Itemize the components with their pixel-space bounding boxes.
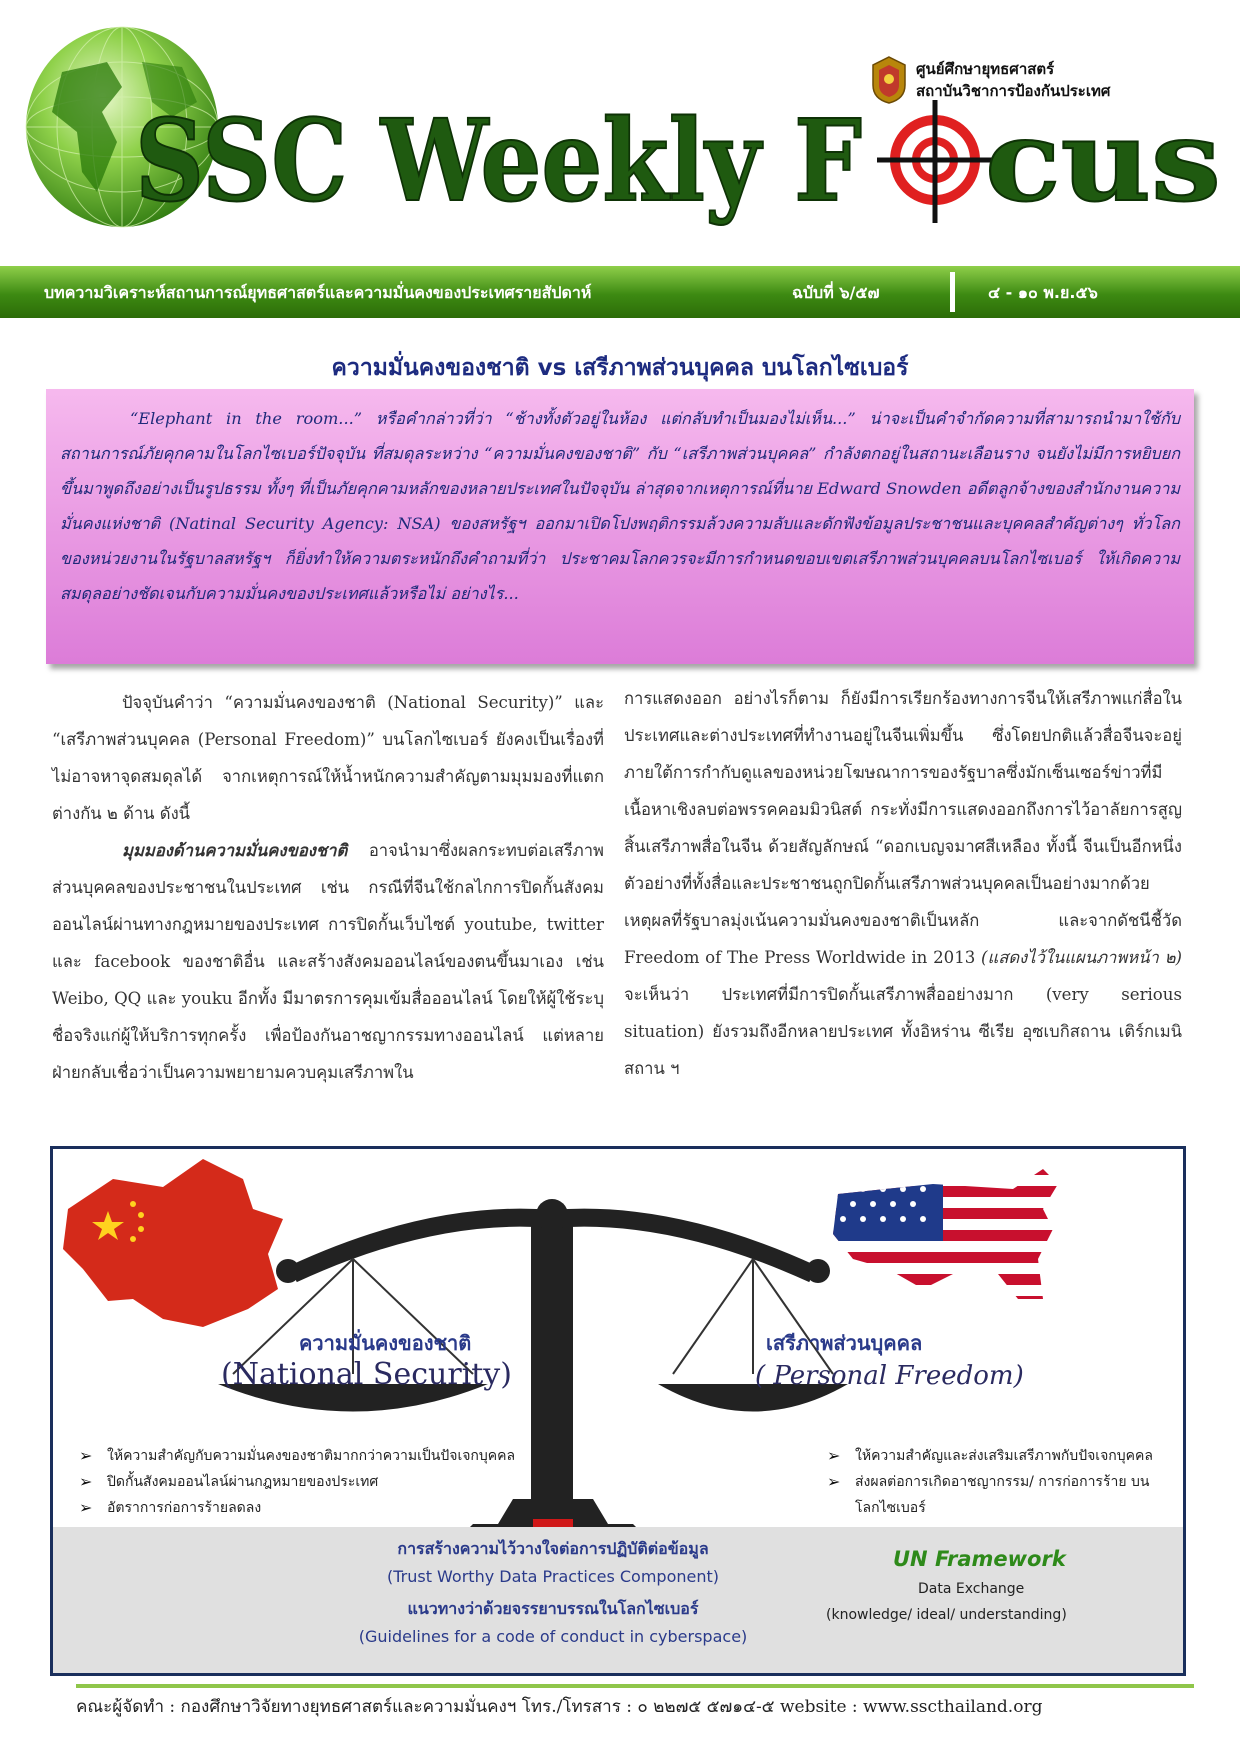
arrow-bullet-icon: ➢ — [827, 1446, 841, 1465]
china-map-icon — [63, 1159, 283, 1327]
framework-line-4: (Guidelines for a code of conduct in cyberspace) — [358, 1627, 748, 1646]
band-subtitle: บทความวิเคราะห์สถานการณ์ยุทธศาสตร์และความมั่นคงของประเทศรายสัปดาห์ — [44, 283, 592, 302]
un-framework-detail: (knowledge/ ideal/ understanding) — [826, 1607, 1067, 1623]
list-item: ➢ ปิดกั้นสังคมออนไลน์ผ่านกฎหมายของประเทศ — [79, 1469, 515, 1495]
viewpoint-heading: มุมมองด้านความมั่นคงของชาติ — [122, 840, 348, 860]
org-name: ศูนย์ศึกษายุทธศาสตร์ — [916, 60, 1055, 78]
issue-number: ฉบับที่ ๖/๕๗ — [792, 283, 880, 302]
left-column — [52, 684, 604, 1091]
un-framework-title: UN Framework — [893, 1547, 1066, 1571]
personal-freedom-points — [827, 1443, 1167, 1521]
issue-date: ๔ - ๑๐ พ.ย.๕๖ — [988, 283, 1098, 302]
framework-line-3: แนวทางว่าด้วยจรรยาบรรณในโลกไซเบอร์ — [407, 1599, 699, 1618]
national-security-label-th: ความมั่นคงของชาติ — [299, 1331, 472, 1355]
list-item: ➢ ส่งผลต่อการเกิดอาชญากรรม/ การก่อการร้าย บนโลกไซเบอร์ — [827, 1469, 1167, 1521]
masthead-title-part2: cus — [985, 96, 1221, 227]
right-paragraph-1b: จะเห็นว่า ประเทศที่มีการปิดกั้นเสรีภาพสื่ออย่างมาก (very serious situation) ยังรวมถึงอีกหลายประเทศ ทั้งอิหร่าน ซีเรีย อุซเบกิสถาน เติร์กเมนิสถาน ฯ — [624, 985, 1182, 1078]
org-institute: สถาบันวิชาการป้องกันประเทศ — [916, 82, 1111, 100]
masthead-title — [135, 95, 1225, 235]
footer-credits: คณะผู้จัดทำ : กองศึกษาวิจัยทางยุทธศาสตร์และความมั่นคงฯ โทร./โทรสาร : ๐ ๒๒๗๕ ๕๗๑๔-๕ website : www.sscthailand.org — [76, 1697, 1043, 1717]
infographic — [50, 1146, 1186, 1676]
left-paragraph-1: ปัจจุบันคำว่า “ความมั่นคงของชาติ (National Security)” และ “เสรีภาพส่วนบุคคล (Personal Freedom)” บนโลกไซเบอร์ ยังคงเป็นเรื่องที่ไม่อาจหาจุดสมดุลได้ จากเหตุการณ์ให้น้ำหนักความสำคัญตามมุมมองที่แตกต่างกัน ๒ ด้าน ดังนี้ — [52, 693, 604, 823]
abstract-text: “Elephant in the room...” หรือคำกล่าวที่ว่า “ช้างทั้งตัวอยู่ในห้อง แต่กลับทำเป็นมองไม่เห็น...” น่าจะเป็นคำจำกัดความที่สามารถนำมาใช้กับสถานการณ์ภัยคุกคามในโลกไซเบอร์ปัจจุบัน ที่สมดุลระหว่าง “ความมั่นคงของชาติ” กับ “เสรีภาพส่วนบุคคล” กำลังตกอยู่ในสถานะเลือนราง จนยังไม่มีการหยิบยกขึ้นมาพูดถึงอย่างเป็นรูปธรรม ทั้งๆ ที่เป็นภัยคุกคามหลักของหลายประเทศในปัจจุบัน ล่าสุดจากเหตุการณ์ที่นาย Edward Snowden อดีตลูกจ้างของสำนักงานความมั่นคงแห่งชาติ (Natinal Security Agency: NSA) ของสหรัฐฯ ออกมาเปิดโปงพฤติกรรมล้วงความลับและดักฟังข้อมูลประชาชนและบุคคลสำคัญต่างๆ ทั่วโลกของหน่วยงานในรัฐบาลสหรัฐฯ ก็ยิ่งทำให้ความตระหนักถึงคำถามที่ว่า ประชาคมโลกควรจะมีการกำหนดขอบเขตเสรีภาพส่วนบุคคลบนโลกไซเบอร์ ให้เกิดความสมดุลอย่างชัดเจนกับความมั่นคงของประเทศแล้วหรือไม่ อย่างไร... — [60, 409, 1180, 603]
crosshair-icon — [877, 100, 993, 223]
personal-freedom-label-en: ( Personal Freedom) — [755, 1361, 1024, 1391]
right-paragraph-1a: การแสดงออก อย่างไรก็ตาม ก็ยังมีการเรียกร้องทางการจีนให้เสรีภาพแก่สื่อในประเทศและต่างประเทศที่ทำงานอยู่ในจีนเพิ่มขึ้น ซึ่งโดยปกติแล้วสื่อจีนจะอยู่ภายใต้การกำกับดูแลของหน่วยโฆษณาการของรัฐบาลซึ่งมักเซ็นเซอร์ข่าวที่มีเนื้อหาเชิงลบต่อพรรคคอมมิวนิสต์ กระทั่งมีการแสดงออกถึงการไว้อาลัยการสูญสิ้นเสรีภาพสื่อในจีน ด้วยสัญลักษณ์ “ดอกเบญจมาศสีเหลือง ทั้งนี้ จีนเป็นอีกหนึ่งตัวอย่างที่ทั้งสื่อและประชาชนถูกปิดกั้นเสรีภาพส่วนบุคคลเป็นอย่างมากด้วยเหตุผลที่รัฐบาลมุ่งเน้นความมั่นคงของชาติเป็นหลัก และจากดัชนีชี้วัด Freedom of The Press Worldwide in 2013 — [624, 689, 1182, 967]
list-item: ➢ ให้ความสำคัญกับความมั่นคงของชาติมากกว่าความเป็นปัจเจกบุคคล — [79, 1443, 515, 1469]
framework-line-1: การสร้างความไว้วางใจต่อการปฏิบัติต่อข้อมูล — [397, 1539, 709, 1558]
right-paragraph-1 — [624, 680, 1182, 1087]
list-item: ➢ อัตราการก่อการร้ายลดลง — [79, 1495, 515, 1521]
arrow-bullet-icon: ➢ — [79, 1498, 93, 1517]
emblem-icon — [870, 55, 908, 105]
arrow-bullet-icon: ➢ — [79, 1446, 93, 1465]
national-security-points — [79, 1443, 515, 1521]
list-item: ➢ ให้ความสำคัญและส่งเสริมเสรีภาพกับปัจเจกบุคคล — [827, 1443, 1167, 1469]
figure-reference: (แสดงไว้ในแผนภาพหน้า ๒) — [981, 948, 1182, 967]
arrow-bullet-icon: ➢ — [827, 1472, 841, 1491]
usa-flag-map-icon — [823, 1164, 1073, 1314]
framework-line-2: (Trust Worthy Data Practices Component) — [386, 1567, 720, 1586]
band-divider — [950, 272, 955, 312]
arrow-bullet-icon: ➢ — [79, 1472, 93, 1491]
right-column — [624, 680, 1182, 1087]
article-title: ความมั่นคงของชาติ vs เสรีภาพส่วนบุคคล บนโลกไซเบอร์ — [331, 355, 909, 381]
national-security-label-en: (National Security) — [221, 1357, 512, 1392]
left-paragraph-2 — [52, 832, 604, 1091]
left-paragraph-2-body: อาจนำมาซึ่งผลกระทบต่อเสรีภาพส่วนบุคคลของประชาชนในประเทศ เช่น กรณีที่จีนใช้กลไกการปิดกั้นสังคมออนไลน์ผ่านทางกฎหมายของประเทศ การปิดกั้นเว็บไซต์ youtube, twitter และ facebook ของชาติอื่น และสร้างสังคมออนไลน์ของตนขึ้นมาเอง เช่น Weibo, QQ และ youku อีกทั้ง มีมาตรการคุมเข้มสื่อออนไลน์ โดยให้ผู้ใช้ระบุชื่อจริงแก่ผู้ให้บริการทุกครั้ง เพื่อป้องกันอาชญากรรมทางออนไลน์ แต่หลายฝ่ายกลับเชื่อว่าเป็นความพยายามควบคุมเสรีภาพใน — [52, 841, 604, 1082]
footer-divider — [76, 1684, 1194, 1688]
un-framework-subtitle: Data Exchange — [918, 1581, 1025, 1597]
abstract-box — [46, 389, 1194, 664]
personal-freedom-label-th: เสรีภาพส่วนบุคคล — [766, 1331, 923, 1355]
masthead-title-part1: SSC Weekly F — [135, 96, 862, 227]
